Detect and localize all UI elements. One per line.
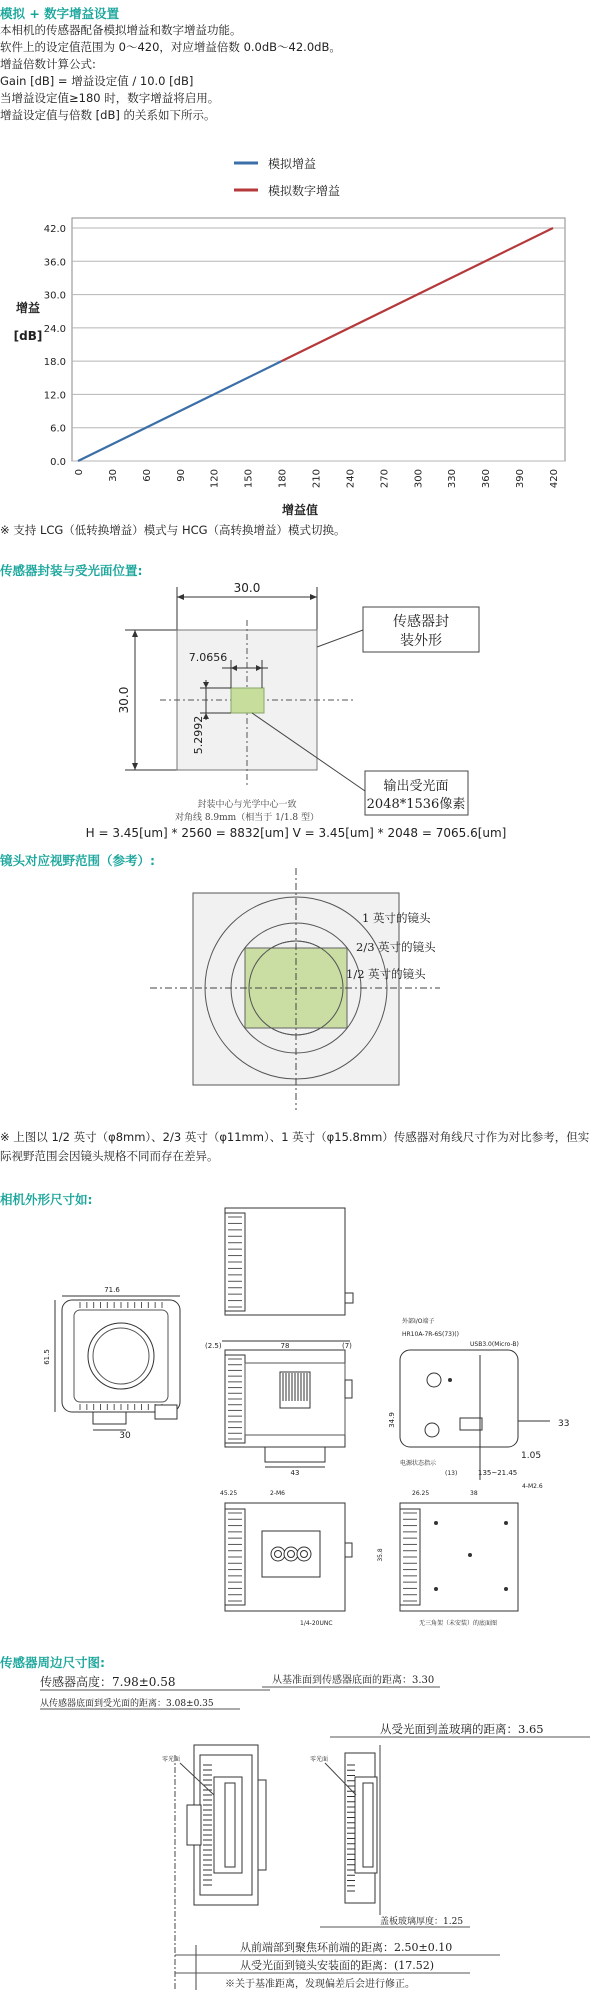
y-tick-label: 30.0 [43, 290, 66, 302]
ref-tag-right: 零光面 [310, 1756, 329, 1763]
dim-width: 71.6 [104, 1286, 120, 1294]
connector-label: 外部I/O端子 [402, 1318, 435, 1325]
optical-center-caption: 封装中心与光学中心一致 [197, 800, 297, 810]
sensor-package-drawing [0, 575, 600, 855]
gain-description-line: 软件上的设定值范围为 0～420，对应增益倍数 0.0dB～42.0dB。 [0, 40, 341, 54]
y-tick-label: 24.0 [43, 323, 66, 335]
sensor-height-label: 传感器高度：7.98±0.58 [40, 1675, 176, 1689]
dim-358: 35.8 [377, 1548, 384, 1562]
y-tick-label: 18.0 [43, 357, 66, 369]
plot-area [72, 218, 565, 461]
gain-description-line: 增益倍数计算公式: [0, 57, 96, 71]
lens-label-23inch: 2/3 英寸的镜头 [356, 940, 436, 954]
dim-78: 78 [280, 1342, 290, 1350]
status-label: 电源状态指示 [400, 1460, 437, 1467]
dim-height: 61.5 [43, 1349, 51, 1365]
gain-mode-note: ※ 支持 LCG（低转换增益）模式与 HCG（高转换增益）模式切换。 [0, 523, 346, 537]
chart-series [78, 228, 553, 461]
chart-gridlines [72, 228, 565, 461]
x-tick-label: 60 [141, 469, 153, 482]
glass-thickness-label: 盖板玻璃厚度：1.25 [380, 1917, 464, 1927]
width-dimension: 30.0 [233, 581, 261, 595]
area-callout: 输出受光面 [383, 779, 449, 794]
ref-correction-note: ※关于基准距离，发现偏差后会进行修正。 [225, 1979, 415, 1990]
height-dimension: 30.0 [117, 686, 131, 714]
camera-front-view [43, 1286, 180, 1441]
lens-note: ※ 上图以 1/2 英寸（φ8mm）、2/3 英寸（φ11mm）、1 英寸（φ15.8mm）传感器对角线尺寸作为对比参考，但实际视野范围会因镜头规格不同而存在差异。 [0, 1130, 590, 1163]
pixel-size-formula: H = 3.45[um] * 2560 = 8832[um] V = 3.45[um] * 2048 = 7065.6[um] [85, 826, 507, 840]
x-tick-label: 240 [345, 469, 357, 489]
chart-legend [234, 156, 340, 198]
dim-135: 135~21.45 [478, 1469, 518, 1477]
usb-label: USB3.0(Micro-B) [470, 1341, 519, 1348]
ref-to-bottom-label: 从基准面到传感器底面的距离：3.30 [272, 1675, 435, 1686]
x-tick-label: 300 [413, 469, 425, 489]
bottom-to-surface-label: 从传感器底面到受光面的距离：3.08±0.35 [40, 1699, 214, 1709]
y-axis-ticks [44, 224, 66, 468]
flange-section-title: 传感器周边尺寸图: [0, 1655, 105, 1670]
dim-4525: 45.25 [220, 1490, 238, 1497]
x-axis-ticks [74, 469, 560, 488]
ref-tag-left: 零光面 [162, 1756, 181, 1763]
x-tick-label: 180 [277, 469, 289, 489]
active-area [231, 688, 264, 713]
gain-description-line: 增益设定值与倍数 [dB] 的关系如下所示。 [0, 108, 216, 122]
connector-model: HR10A-7R-6S(73)() [402, 1331, 459, 1338]
camera-bottom-view [220, 1490, 384, 1627]
dim-unc: 1/4-20UNC [300, 1620, 333, 1627]
x-tick-label: 270 [379, 469, 391, 489]
x-tick-label: 120 [209, 469, 221, 489]
y-axis-unit: [dB] [13, 329, 43, 343]
dim-2625: 26.25 [412, 1490, 430, 1497]
dim-105: 1.05 [521, 1451, 542, 1461]
offset-y-dimension: 5.2992 [192, 715, 205, 755]
dim-25: (2.5) [205, 1342, 222, 1350]
dim-13: (13) [445, 1470, 458, 1477]
x-tick-label: 390 [515, 469, 527, 489]
dim-30: 30 [119, 1431, 131, 1441]
x-tick-label: 0 [74, 469, 85, 476]
legend-label-analog: 模拟增益 [268, 157, 317, 171]
y-axis-label: 增益 [15, 301, 41, 315]
sensor-section-title: 传感器封装与受光面位置: [0, 563, 143, 578]
dim-33: 33 [558, 1419, 570, 1429]
package-callout: 传感器封 [393, 614, 449, 630]
lens-label-12inch: 1/2 英寸的镜头 [346, 967, 426, 981]
series-line-0 [78, 361, 282, 461]
camera-side-view [205, 1341, 352, 1477]
bottom-view-caption: 无三角架（未安装）的底面图 [418, 1620, 498, 1627]
y-tick-label: 42.0 [43, 224, 66, 235]
area-callout: 2048*1536像素 [366, 797, 466, 812]
y-tick-label: 36.0 [43, 257, 66, 269]
dim-7: (7) [342, 1342, 352, 1350]
sensor-periphery-drawing [0, 1665, 600, 1997]
x-tick-label: 90 [175, 469, 187, 482]
offset-x-dimension: 7.0656 [188, 651, 228, 664]
dim-4m26: 4-M2.6 [522, 1483, 543, 1490]
dim-349: 34.9 [388, 1412, 396, 1428]
x-tick-label: 150 [243, 469, 255, 489]
x-tick-label: 210 [311, 469, 323, 489]
x-tick-label: 420 [549, 469, 560, 489]
dim-43: 43 [290, 1469, 300, 1477]
gain-chart [0, 140, 600, 525]
surface-to-glass-label: 从受光面到盖玻璃的距离：3.65 [380, 1722, 544, 1736]
gain-formula-line: Gain [dB] = 增益设定值 / 10.0 [dB] [0, 74, 194, 88]
camera-rear-view [388, 1317, 569, 1480]
x-tick-label: 360 [481, 469, 493, 489]
camera-outline-drawing [0, 1205, 600, 1635]
gain-description-line: 本相机的传感器配备模拟增益和数字增益功能。 [0, 23, 242, 37]
camera-section-title: 相机外形尺寸如: [0, 1192, 93, 1207]
x-tick-label: 30 [107, 469, 119, 482]
lens-label-1inch: 1 英寸的镜头 [362, 911, 431, 925]
lens-fov-drawing [0, 868, 600, 1118]
x-axis-label: 增益值 [281, 503, 319, 517]
front-to-focus-label: 从前端部到聚焦环前端的距离：2.50±0.10 [240, 1941, 453, 1954]
dim-38: 38 [470, 1490, 478, 1497]
lens-section-title: 镜头对应视野范围（参考）: [0, 853, 155, 868]
camera-bottom-view-no-tripod [400, 1483, 543, 1627]
x-tick-label: 330 [447, 469, 459, 489]
surface-to-mount-label: 从受光面到镜头安装面的距离：(17.52) [240, 1959, 435, 1972]
package-callout: 装外形 [400, 633, 442, 649]
y-tick-label: 0.0 [50, 457, 66, 468]
diagonal-caption: 对角线 8.9mm（相当于 1/1.8 型） [174, 813, 320, 823]
gain-description-line: 当增益设定值≥180 时，数字增益将启用。 [0, 91, 220, 105]
y-tick-label: 12.0 [43, 390, 66, 402]
camera-top-view [225, 1208, 353, 1315]
gain-section-title: 模拟 + 数字增益设置 [0, 6, 120, 21]
y-tick-label: 6.0 [50, 423, 66, 435]
dim-2m6: 2-M6 [270, 1490, 285, 1497]
flange-right-view [310, 1745, 380, 1915]
legend-label-digital: 模拟数字增益 [268, 184, 341, 198]
